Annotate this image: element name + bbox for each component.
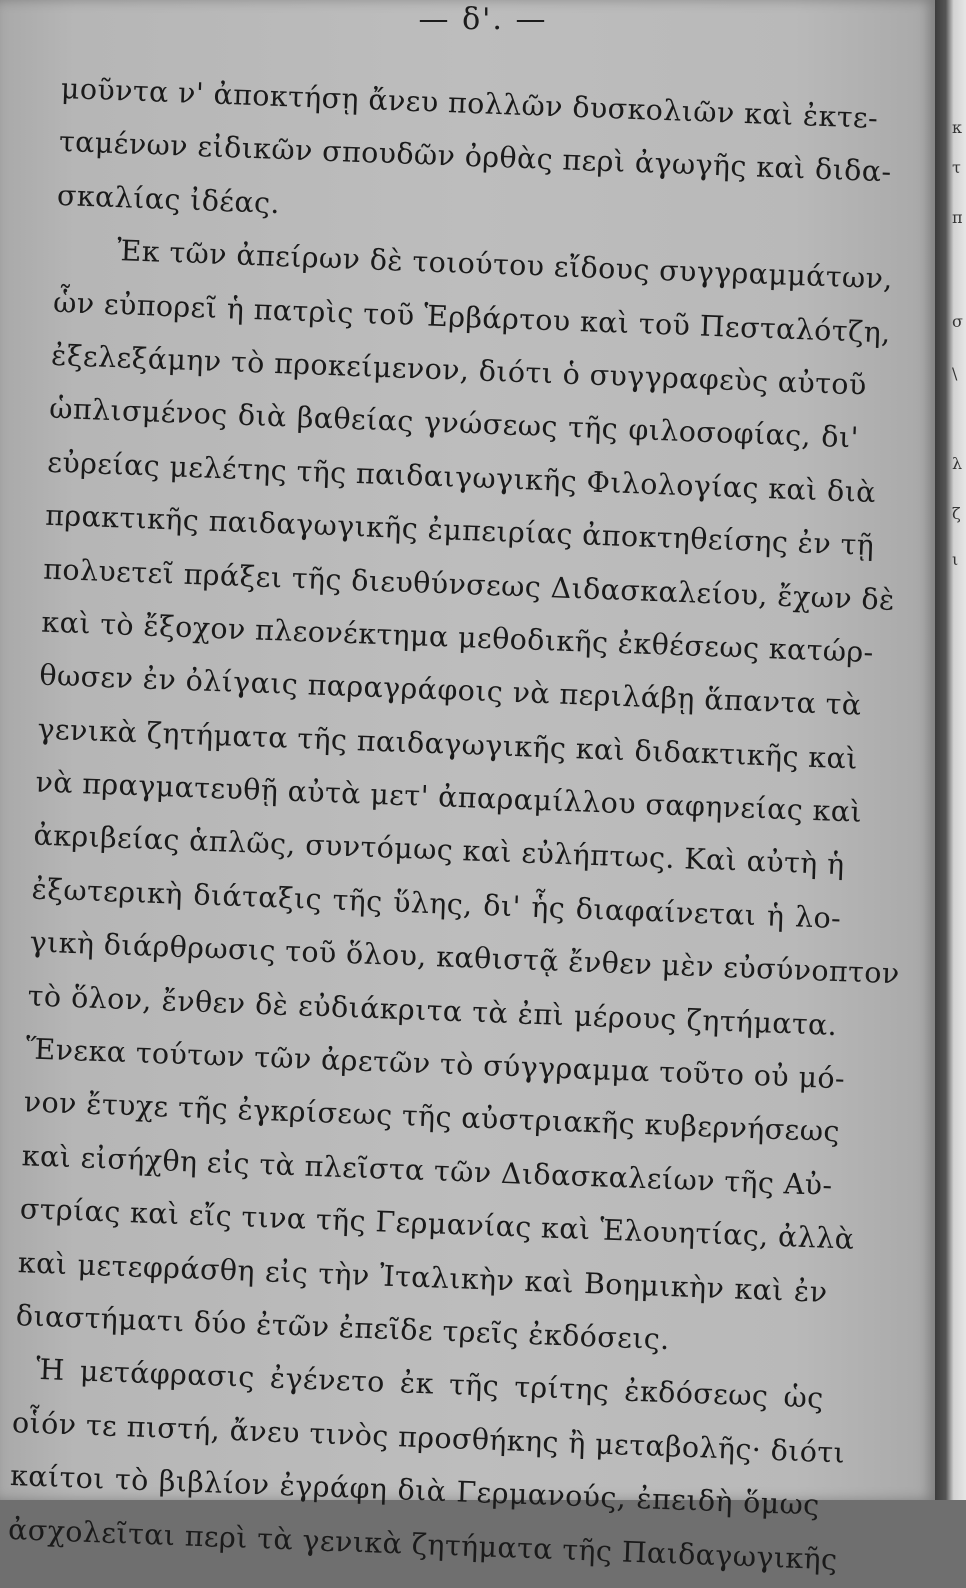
text-line: νὰ πραγματευθῇ αὐτὰ μετ' ἀπαραμίλλου σαφηνείας καὶ [34, 765, 863, 829]
text-line: καίτοι τὸ βιβλίον ἐγράφη διὰ Γερμανούς, ἐπειδὴ ὅμως [9, 1459, 821, 1522]
text-line: καὶ μετεφράσθη εἰς τὴν Ἰταλικὴν καὶ Βοημικὴν καὶ ἐν [17, 1245, 829, 1309]
text-line: διαστήματι δύο ἐτῶν ἐπεῖδε τρεῖς ἐκδόσεις. [15, 1299, 671, 1357]
text-line: στρίας καὶ εἴς τινα τῆς Γερμανίας καὶ Ἑλουητίας, ἀλλὰ [19, 1192, 855, 1257]
facing-page-glyph: π [952, 208, 963, 227]
facing-page-glyph: \ [952, 364, 958, 383]
facing-page-glyph: κ [952, 118, 962, 137]
text-line: τὸ ὅλον, ἔνθεν δὲ εὐδιάκριτα τὰ ἐπὶ μέρους ζητήματα. [27, 979, 838, 1042]
text-line: πολυετεῖ πράξει τῆς διευθύνσεως Διδασκαλείου, ἔχων δὲ [42, 552, 896, 617]
text-line: γικὴ διάρθρωσις τοῦ ὅλου, καθιστᾷ ἔνθεν μὲν εὐσύνοπτον [29, 925, 901, 991]
paragraph-start-line: Ἐκ τῶν ἀπείρων δὲ τοιούτου εἴδους συγγραμμάτων, [116, 234, 894, 296]
facing-page-glyph: τ [952, 158, 961, 177]
text-line: εὐρείας μελέτης τῆς παιδαιγωγικῆς Φιλολογίας καὶ διὰ [46, 445, 877, 509]
text-line: σκαλίας ἰδέας. [56, 178, 281, 220]
facing-page-glyph: σ [952, 312, 963, 331]
text-line: καὶ εἰσήχθη εἰς τὰ πλεῖστα τῶν Διδασκαλείων τῆς Αὐ- [21, 1139, 834, 1202]
body-text [7, 62, 901, 1586]
paragraph-start-line: Ἡ μετάφρασις ἐγένετο ἐκ τῆς τρίτης ἐκδόσεως ὡς [35, 1353, 825, 1416]
facing-page-glyph: ζ [952, 504, 961, 523]
page-number-header: — δ'. — [418, 2, 548, 37]
facing-page-glyph: λ [952, 454, 963, 473]
text-line: ὡπλισμένος διὰ βαθείας γνώσεως τῆς φιλοσοφίας, δι' [48, 392, 860, 455]
text-line: ἀκριβείας ἁπλῶς, συντόμως καὶ εὐλήπτως. Καὶ αὐτὴ ἡ [33, 818, 846, 882]
text-line: καὶ τὸ ἔξοχον πλεονέκτημα μεθοδικῆς ἐκθέσεως κατώρ- [40, 605, 875, 670]
text-line: ἐξελεξάμην τὸ προκείμενον, διότι ὁ συγγραφεὺς αὐτοῦ [50, 338, 868, 402]
text-line: ταμένων εἰδικῶν σπουδῶν ὀρθὰς περὶ ἀγωγῆς καὶ διδα- [58, 125, 893, 189]
text-line: πρακτικῆς παιδαγωγικῆς ἐμπειρίας ἀποκτηθείσης ἐν τῇ [44, 498, 875, 563]
text-line: ἀσχολεῖται περὶ τὰ γενικὰ ζητήματα τῆς Παιδαγωγικῆς [7, 1512, 839, 1576]
text-line: ὧν εὐπορεῖ ἡ πατρὶς τοῦ Ἑρβάρτου καὶ τοῦ Πεσταλότζη, [52, 285, 892, 350]
facing-page-glyph: ι [952, 550, 959, 569]
text-line: οἷόν τε πιστή, ἄνευ τινὸς προσθήκης ἢ μεταβολῆς· διότι [11, 1405, 846, 1470]
paragraph-start-line: Ἕνεκα τούτων τῶν ἀρετῶν τὸ σύγγραμμα τοῦτο οὐ μό- [25, 1032, 846, 1096]
text-line: ἐξωτερικὴ διάταξις τῆς ὕλης, δι' ἧς διαφαίνεται ἡ λο- [31, 872, 842, 935]
text-line: γενικὰ ζητήματα τῆς παιδαγωγικῆς καὶ διδακτικῆς καὶ [36, 712, 859, 776]
text-line: μοῦντα ν' ἀποκτήσῃ ἄνευ πολλῶν δυσκολιῶν καὶ ἐκτε- [60, 71, 879, 135]
text-line: νον ἔτυχε τῆς ἐγκρίσεως τῆς αὐστριακῆς κυβερνήσεως [23, 1085, 841, 1149]
text-line: θωσεν ἐν ὀλίγαις παραγράφοις νὰ περιλάβῃ ἅπαντα τὰ [38, 658, 863, 723]
